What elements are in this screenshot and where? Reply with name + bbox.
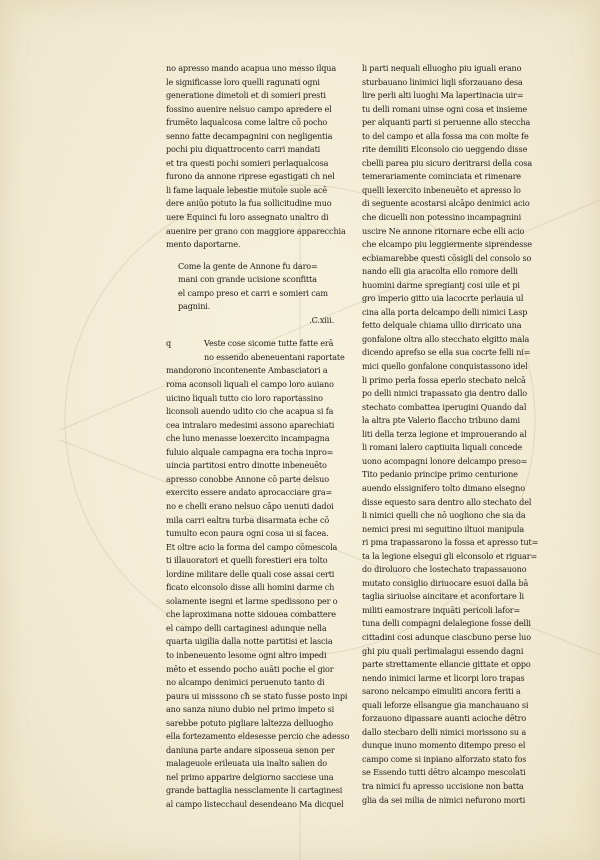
text-line: gro imperio gitto uia lacocrte perlauia ul <box>362 293 524 304</box>
text-line: cea intralaro medesimi assono aparechiati <box>166 419 335 430</box>
text-line: do diroluoro che lostechato trapassauono <box>362 564 527 575</box>
text-line: uscire Ne annone ritornare ecbe elli acio <box>362 225 525 236</box>
text-line: dere aniūo potuto la fua sollicitudine muo <box>166 198 332 209</box>
text-line: ghi piu quali perlimalagui essendo dagni <box>362 645 524 656</box>
text-line: liconsoli auendo udito cio che acapua si fa <box>166 406 334 417</box>
text-line: le significasse loro quelli ragunati ogni <box>166 76 320 87</box>
text-line: el campo delli cartaginesi adunque nella <box>166 622 327 633</box>
text-line: tumulto econ paura ogni cosa ui si facea. <box>166 528 329 539</box>
chapter-rubric <box>166 260 342 328</box>
text-line: uicino liquali tutto cio loro raportassino <box>166 392 323 403</box>
text-line: roma aconsoli liquali el campo loro auiano <box>166 379 334 390</box>
text-line: lordine militare delle quali cose assai certi <box>166 568 335 579</box>
text-line: che laproximana notte sidouea combattere <box>166 609 336 620</box>
text-line: disse equesto sara dentro allo stechato del <box>362 496 532 507</box>
text-line: li primo perla fossa eperlo stecbato nelcā <box>362 374 526 385</box>
text-line: mani con grande ucisione sconfitta <box>178 274 317 285</box>
text-line: quarta uigilia dalla notte partitisi et lascia <box>166 636 333 647</box>
text-line: rite demiliti Elconsolo cio ueggendo disse <box>362 144 528 155</box>
text-line: apresso conobbe Annone cō parte delsuo <box>166 473 329 484</box>
text-line: dunque inuno momento ditempo preso el <box>362 740 526 751</box>
text-line: malageuole erileuata uia inalto salien do <box>166 758 327 769</box>
text-line: nel primo apparire delgiorno sacciese una <box>166 771 334 782</box>
right-column <box>362 62 552 807</box>
text-line: paura ui misssono cħ se stato fusse posto inpi <box>166 690 348 701</box>
text-line: militi eamostrare inquāti pericoli lafor= <box>362 604 521 615</box>
text-line: solamente isegni et larme spedissono per o <box>166 595 338 606</box>
text-line: Et oltre acio la forma del campo cōmescola <box>166 541 338 552</box>
text-line: dicendo aprefso se ella sua cocrte felli ni= <box>362 347 531 358</box>
chapter-number: .C.xiii. <box>309 314 334 325</box>
text-line: uincia partitosi entro dinotte inbeneuēto <box>166 460 327 471</box>
text-line: la altra pte Valerio flaccho tribuno dami <box>362 415 520 426</box>
text-line: cittadini cosi adunque ciascbuno perse luo <box>362 631 531 642</box>
text-line: ti illauoratori et quelli forestieri era tolto <box>166 555 328 566</box>
text-line: pagnini. <box>178 301 211 312</box>
left-column-body <box>166 364 350 811</box>
text-line: tra nimici fu apresso uccisione non batta <box>362 780 524 791</box>
text-line: fuluio alquale campagna era tocha inpro= <box>166 446 334 457</box>
text-line: mento daportarne. <box>166 239 241 250</box>
text-line: li parti nequali elluogho piu iguali erano <box>362 63 522 73</box>
text-line: che elcampo piu leggiermente siprendesse <box>362 239 532 250</box>
left-column-opening-paragraph <box>166 62 346 252</box>
text-line: cina alla porta delcampo delli nimici Lasp <box>362 306 528 317</box>
left-column <box>166 62 350 812</box>
chapter-initial-block <box>166 337 345 364</box>
text-line: mici quello gonfalone conquistassono idel <box>362 361 528 372</box>
text-line: taglia siriuolse aincitare et aconfortare li <box>362 591 524 602</box>
text-line: auendo elssignifero tolto dimano elsegno <box>362 482 525 493</box>
text-line: ficato elconsolo disse alli homini darme ch <box>166 582 335 593</box>
text-line: quelli lexercito inbeneuēto et apresso lo <box>362 184 521 195</box>
text-line: mila carri ealtra turba disarmata eche cō <box>166 514 330 525</box>
text-line: nendo inimici larme et licorpi loro trapas <box>362 672 525 683</box>
text-line: campo come si inpiano alforzato stato fos <box>362 753 527 764</box>
text-line: al campo listecchaul desendeano Ma dicquel <box>166 798 344 809</box>
text-line: ri pma trapassarono la fossa et apresso tut= <box>362 537 539 548</box>
text-line: nando elli gia aracolta ello romore delli <box>362 266 518 277</box>
text-line: no apresso mando acapua uno messo ilqua <box>166 63 337 73</box>
text-line: li romani lalero captiuita liquali concede <box>362 442 523 453</box>
text-line: stechato combattea iperugini Quando dal <box>362 401 527 412</box>
text-line: mutato consiglio diriuocare esuoi dalla bā <box>362 577 529 588</box>
text-line: lire perli alti luoghi Ma lapertinacia uir= <box>362 90 524 101</box>
text-line: fetto delquale chiama ullio dirricato una <box>362 320 522 331</box>
text-line: huomini darme spregiantj cosi uile et pi <box>362 279 520 290</box>
text-line: auenire per grano con maggiore apparecchia <box>166 225 346 236</box>
text-line: et tra questi pochi somieri perlaqualcosa <box>166 157 329 168</box>
text-line: quali leforze ellsangue gia manchauano si <box>362 699 529 710</box>
text-line: gonfalone oltra allo stecchato elgitto mala <box>362 333 530 344</box>
text-line: liti della terza legione et improuerando al <box>362 428 527 439</box>
text-line: generatione dimetoli et di somieri presti <box>166 90 326 101</box>
text-line: se Essendo tutti dētro alcampo mescolati <box>362 767 526 778</box>
text-line: di seguente acostarsi alcāpo denimici acio <box>362 198 530 209</box>
text-line: ano sanza niuno dubio nel primo impeto si <box>166 704 335 715</box>
text-line: mēto et essendo pocho auāti poche el gior <box>166 663 334 674</box>
text-line: sarono nelcampo eimuliti ancora feriti a <box>362 686 521 697</box>
text-line: li nimici quelli che nō uogliono che sia da <box>362 510 526 521</box>
text-line: furono da annone riprese egastigati ch nel <box>166 171 335 182</box>
text-line: dallo stecbaro delli nimici morissono su a <box>362 726 527 737</box>
text-line: tu delli romani uinse ogni cosa et insieme <box>362 103 527 114</box>
text-line: ella fortezamento eldesesse percio che adesso <box>166 731 350 742</box>
text-line: el campo preso et carri e somieri cam <box>178 287 328 298</box>
text-line: che dicuelli non potessino incampagnini <box>362 212 522 223</box>
text-line: to inbeneuento lesome ogni altro impedi <box>166 649 327 660</box>
text-line: mandorono incontenente Ambasciatori a <box>166 365 328 376</box>
text-line: nemici presi mi seguitino iltuoi manipula <box>362 523 525 534</box>
text-line: frumēto laqualcosa come laltre cō pocho <box>166 117 328 128</box>
text-line: sturbauano linimici liqli sforzauano desa <box>362 76 523 87</box>
text-line: daniuna parte andare siposseua senon per <box>166 744 335 755</box>
text-line: temerariamente cominciata et rimenare <box>362 171 521 182</box>
text-line: grande battaglia nessclamente li cartaginesi <box>166 785 343 796</box>
text-line: che luno menasse loexercito incampagna <box>166 433 330 444</box>
text-line: ta la legione elsegui gli elconsolo et riguar= <box>362 550 538 561</box>
text-line: forzauono dipassare auanti acioche dētro <box>362 713 527 724</box>
text-line: per alquanti parti si peruenne allo steccha <box>362 117 531 128</box>
text-line: no essendo abeneuentani raportate <box>204 351 345 362</box>
right-column-body <box>362 62 552 807</box>
text-line: to del campo et alla fossa ma con molte fe <box>362 130 529 141</box>
text-line: ecbiamarebbe questi cōsigli del consolo so <box>362 252 532 263</box>
text-line: uono acompagni lonore delcampo preso= <box>362 455 528 466</box>
text-line: no e chelli erano nelsuo cāpo uenuti dadoi <box>166 500 334 511</box>
guide-letter: q <box>166 339 171 349</box>
text-line: exercito essere andato aprocacciare gra= <box>166 487 333 498</box>
text-line: Come la gente de Annone fu daro= <box>178 260 318 271</box>
text-line: no alcampo denimici peruenuto tanto di <box>166 677 325 688</box>
text-line: Tito pedanio principe primo centurione <box>362 469 518 480</box>
text-line: glia da sei milia de nimici nefurono morti <box>362 794 526 805</box>
text-line: po delli nimici trapassato gia dentro dallo <box>362 388 528 399</box>
text-line: parte strettamente ellancie gittate et oppo <box>362 659 531 670</box>
text-line: tuna delli compagni delalegione fosse delli <box>362 618 531 629</box>
text-line: sarebbe potuto pigliare laltezza delluogho <box>166 717 333 728</box>
text-line: fossino auenire nelsuo campo apredere el <box>166 103 332 114</box>
text-line: senno fatte decampagnini con negligentia <box>166 130 333 141</box>
text-line: uere Equinci fu loro assegnato unaltro di <box>166 212 329 223</box>
text-line: cbelli parea piu sicuro deritrarsi della cosa <box>362 157 533 168</box>
text-line: li fame laquale lebestie mutole suole acē <box>166 184 328 195</box>
text-line: Veste cose sicome tutte fatte erā <box>204 338 334 349</box>
text-line: pochi piu diquattrocento carri mandati <box>166 144 321 155</box>
